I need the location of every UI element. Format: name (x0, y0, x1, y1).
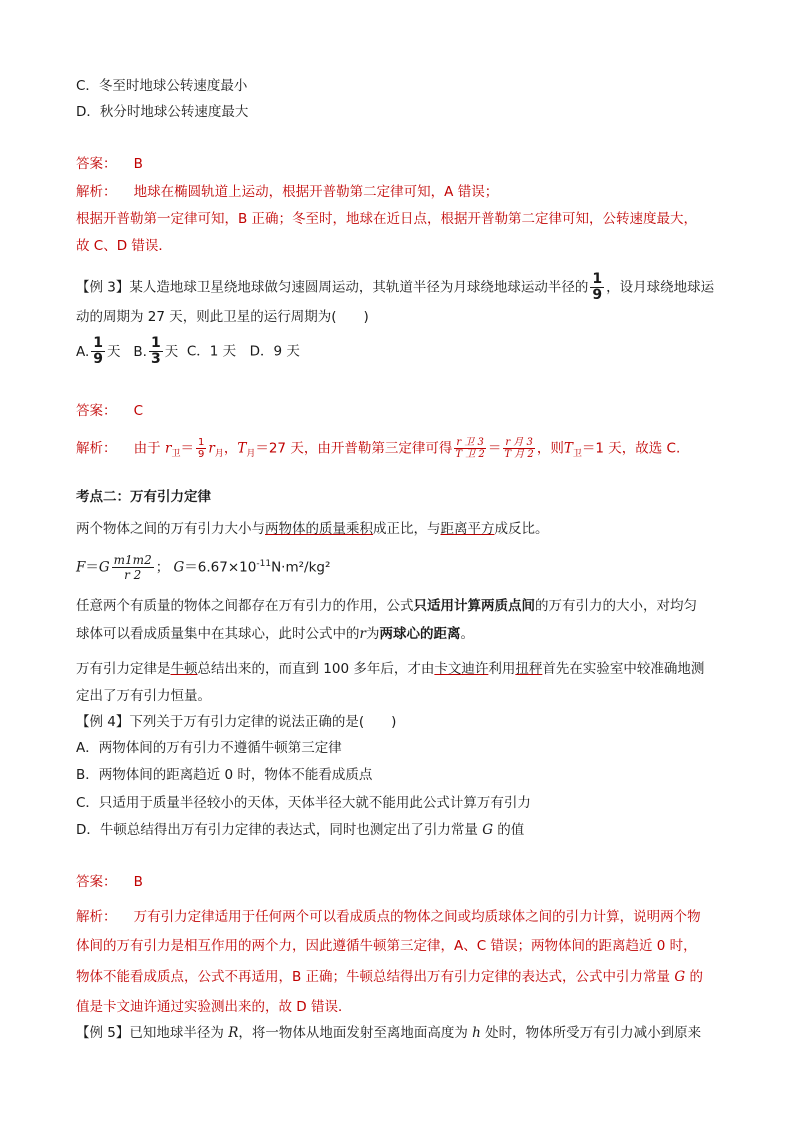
example-tag: 【例 4】 (76, 714, 130, 730)
ex4-question: 【例 4】下列关于万有引力定律的说法正确的是( ) (76, 714, 397, 730)
answer-value: B (133, 156, 143, 172)
ex2-analysis-line-2: 根据开普勒第一定律可知，B 正确；冬至时，地球在近日点，根据开普勒第二定律可知，公转速度最大， (76, 211, 698, 227)
ex4-option-b: B．两物体间的距离趋近 0 时，物体不能看成质点 (76, 767, 373, 783)
ex3-answer (76, 401, 143, 421)
ex2-option-d: D．秋分时地球公转速度最大 (76, 104, 249, 120)
ex4-option-a: A．两物体间的万有引力不遵循牛顿第三定律 (76, 740, 342, 756)
ex4-analysis-line-4: 值是卡文迪许通过实验测出来的，故 D 错误． (76, 999, 352, 1015)
analysis-label: 解析： (76, 909, 117, 925)
ex2-analysis-line-3: 故 C、D 错误． (76, 238, 172, 254)
option-a: A. $\frac{1}{9}$ 天 (76, 335, 121, 367)
options-c-d: C．1 天 D．9 天 (186, 343, 300, 360)
ex5-question: 【例 5】已知地球半径为 R，将一物体从地面发射至离地面高度为 h 处时，物体所受万有引力减小到原来 (76, 1025, 702, 1041)
underlined-term: 扭秤 (515, 661, 543, 677)
ex3-question-line-2: 动的周期为 27 天，则此卫星的运行周期为( ) (76, 309, 369, 325)
topic-heading: 考点二：万有引力定律 (76, 489, 211, 505)
option-b: B. $\frac{1}{3}$ 天 (133, 335, 179, 367)
underlined-term: 两物体的质量乘积 (265, 521, 373, 537)
analysis-label: 解析： (76, 440, 117, 457)
ex2-analysis-line-1: 解析： 地球在椭圆轨道上运动，根据开普勒第二定律可知，A 错误； (76, 184, 499, 200)
underlined-term: 距离平方 (440, 521, 495, 537)
ex4-option-d: D．牛顿总结得出万有引力定律的表达式，同时也测定出了引力常量 G 的值 (76, 822, 525, 838)
answer-value: B (133, 874, 143, 890)
fraction-one-ninth: $\frac{1}{9}$ (592, 271, 603, 303)
example-tag: 【例 5】 (76, 1025, 130, 1041)
underlined-term: 牛顿 (170, 661, 198, 677)
ex2-answer (76, 154, 143, 174)
topic-para-3: 球体可以看成质量集中在其球心，此时公式中的r为两球心的距离。 (76, 626, 474, 642)
answer-label: 答案： (76, 403, 117, 419)
ex3-question-line-1: 【例 3】某人造地球卫星绕地球做匀速圆周运动，其轨道半径为月球绕地球运动半径的 $\frac{1}{9}$ ，设月球绕地球运 (76, 271, 715, 303)
ex3-options (76, 336, 300, 367)
ex4-answer (76, 872, 143, 892)
answer-label: 答案： (76, 156, 117, 172)
topic-para-5: 定出了万有引力恒量。 (76, 688, 211, 704)
answer-label: 答案： (76, 874, 117, 890)
ex2-option-c: C．冬至时地球公转速度最小 (76, 78, 248, 94)
example-tag: 【例 3】 (76, 279, 130, 296)
answer-value: C (133, 403, 144, 419)
ex4-analysis-line-3: 物体不能看成质点，公式不再适用，B 正确；牛顿总结得出万有引力定律的表达式，公式中引力常量 G 的 (76, 969, 703, 985)
ex3-analysis: 解析： 由于 $r_卫=$ $\frac{1}{9}$ $r_月$，$T_月=27$ 天，由开普勒第三定律可得 $\frac{\text{r 卫 3}}{\text{T 卫 2}}$ ＝ $\frac{\text{r 月 3}}{\text{T 月 2}}$ ，则$T_卫=1$ 天，故选 C. (76, 437, 681, 460)
underlined-term: 卡文迪许 (434, 661, 489, 677)
ex4-option-c: C．只适用于质量半径较小的天体，天体半径大就不能用此公式计算万有引力 (76, 795, 531, 811)
gravitation-formula: F＝G $\frac{m1m2}{r 2}$ ； $G=6.67\times 10^{-11}N\cdot m^2$/kg² (76, 553, 331, 582)
topic-para-4: 万有引力定律是牛顿总结出来的，而直到 100 多年后，才由卡文迪许利用扭秤首先在实验室中较准确地测 (76, 661, 705, 677)
ex4-analysis-line-2: 体间的万有引力是相互作用的两个力，因此遵循牛顿第三定律，A、C 错误；两物体间的距离趋近 0 时， (76, 938, 697, 954)
topic-para-2: 任意两个有质量的物体之间都存在万有引力的作用，公式只适用计算两质点间的万有引力的大小，对均匀 (76, 598, 697, 614)
ex4-analysis-line-1: 解析： 万有引力定律适用于任何两个可以看成质点的物体之间或均质球体之间的引力计算，说明两个物 (76, 909, 701, 925)
topic-para-1: 两个物体之间的万有引力大小与两物体的质量乘积成正比，与距离平方成反比。 (76, 521, 549, 537)
analysis-label: 解析： (76, 184, 117, 200)
